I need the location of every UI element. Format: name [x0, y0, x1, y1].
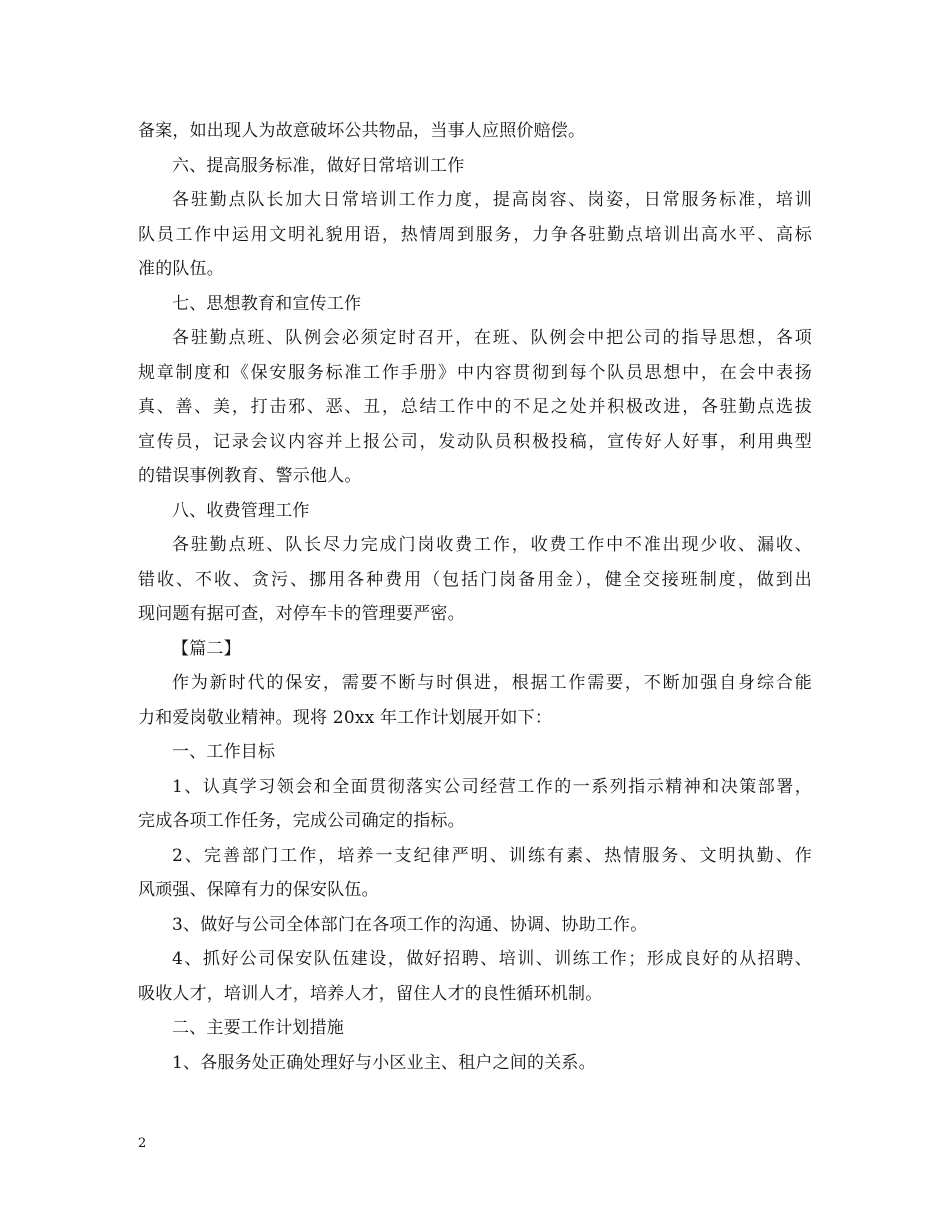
text-line: 作为新时代的保安，需要不断与时俱进，根据工作需要，不断加强自身综合能 — [172, 673, 812, 693]
text-line: 3、做好与公司全体部门在各项工作的沟通、协调、协助工作。 — [172, 914, 648, 935]
text-line: 【篇二】 — [172, 638, 241, 659]
text-line: 各驻勤点队长加大日常培训工作力度，提高岗容、岗姿，日常服务标准，培训 — [172, 190, 812, 210]
text-line: 八、收费管理工作 — [172, 500, 310, 521]
text-line: 各驻勤点班、队例会必须定时召开，在班、队例会中把公司的指导思想，各项 — [172, 328, 812, 348]
text-line: 真、善、美，打击邪、恶、丑，总结工作中的不足之处并积极改进，各驻勤点选拔 — [138, 397, 812, 417]
text-line: 4、抓好公司保安队伍建设，做好招聘、培训、训练工作；形成良好的从招聘、 — [172, 949, 812, 969]
text-line: 现问题有据可查，对停车卡的管理要严密。 — [138, 604, 465, 624]
page-number: 2 — [138, 1136, 147, 1151]
text-line: 准的队伍。 — [138, 259, 224, 279]
text-line: 备案，如出现人为故意破坏公共物品，当事人应照价赔偿。 — [138, 121, 586, 141]
text-line: 七、思想教育和宣传工作 — [172, 293, 362, 314]
text-line: 力和爱岗敬业精神。现将 20xx 年工作计划展开如下： — [138, 707, 553, 728]
text-line: 吸收人才，培训人才，培养人才，留住人才的良性循环机制。 — [138, 983, 603, 1004]
text-line: 宣传员，记录会议内容并上报公司，发动队员积极投稿，宣传好人好事，利用典型 — [138, 431, 812, 452]
text-line: 二、主要工作计划措施 — [172, 1018, 344, 1038]
text-line: 错收、不收、贪污、挪用各种费用（包括门岗备用金），健全交接班制度，做到出 — [138, 569, 812, 590]
text-line: 一、工作目标 — [172, 742, 276, 762]
text-line: 2、完善部门工作，培养一支纪律严明、训练有素、热情服务、文明执勤、作 — [172, 845, 812, 866]
text-line: 风顽强、保障有力的保安队伍。 — [138, 880, 379, 900]
text-line: 各驻勤点班、队长尽力完成门岗收费工作，收费工作中不准出现少收、漏收、 — [172, 535, 812, 555]
text-line: 的错误事例教育、警示他人。 — [138, 466, 362, 486]
text-line: 队员工作中运用文明礼貌用语，热情周到服务，力争各驻勤点培训出高水平、高标 — [138, 224, 812, 245]
text-line: 六、提高服务标准，做好日常培训工作 — [172, 155, 465, 176]
document-body — [138, 114, 812, 1080]
text-line: 1、认真学习领会和全面贯彻落实公司经营工作的一系列指示精神和决策部署， — [172, 776, 812, 797]
text-line: 规章制度和《保安服务标准工作手册》中内容贯彻到每个队员思想中，在会中表扬 — [138, 362, 812, 383]
text-line: 完成各项工作任务，完成公司确定的指标。 — [138, 811, 465, 831]
text-line: 1、各服务处正确处理好与小区业主、租户之间的关系。 — [172, 1052, 596, 1073]
